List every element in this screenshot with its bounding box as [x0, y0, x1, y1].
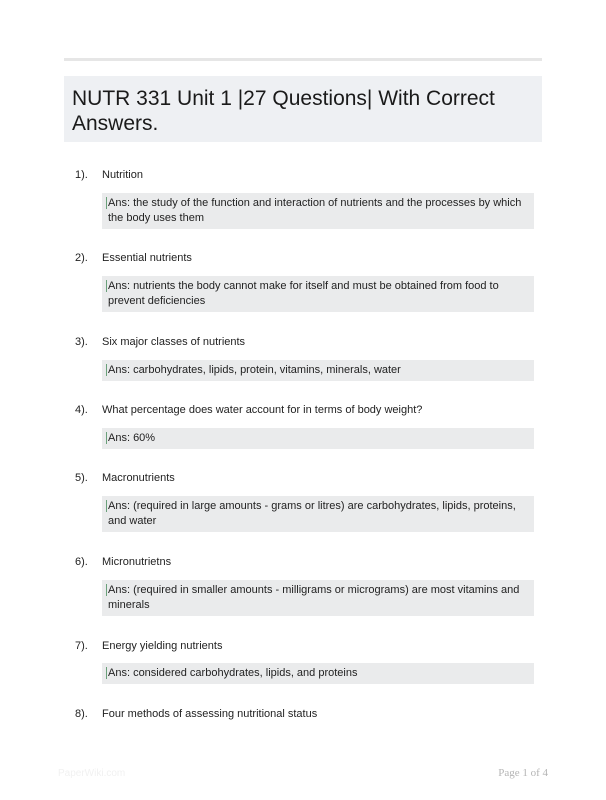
answer-text: Ans: nutrients the body cannot make for itself and must be obtained from food to prevent deficiencies	[108, 280, 499, 307]
document-title: NUTR 331 Unit 1 |27 Questions| With Correct Answers.	[72, 87, 495, 135]
answer-box	[102, 496, 534, 532]
answer-text: Ans: the study of the function and interaction of nutrients and the processes by which the body uses them	[108, 197, 522, 224]
answer-text: Ans: (required in smaller amounts - milligrams or micrograms) are most vitamins and minerals	[108, 584, 520, 611]
question-number: 5).	[75, 472, 88, 484]
question-text: Nutrition	[102, 169, 143, 181]
question-number: 6).	[75, 556, 88, 568]
question-text: Energy yielding nutrients	[102, 640, 223, 652]
question-text: Macronutrients	[102, 472, 175, 484]
answer-box	[102, 580, 534, 616]
question-text: What percentage does water account for in terms of body weight?	[102, 404, 423, 416]
answer-text: Ans: 60%	[108, 432, 156, 444]
question-number: 8).	[75, 708, 88, 720]
question-number: 2).	[75, 252, 88, 264]
title-banner	[64, 76, 542, 142]
page-indicator: Page 1 of 4	[498, 767, 548, 779]
question-number: 1).	[75, 169, 88, 181]
question-text: Micronutrietns	[102, 556, 172, 568]
answer-marker	[106, 500, 107, 512]
answer-box	[102, 276, 534, 312]
question-number: 4).	[75, 404, 88, 416]
footer-watermark: PaperWiki.com	[58, 768, 126, 779]
answer-box	[102, 428, 534, 449]
question-text: Four methods of assessing nutritional status	[102, 708, 318, 720]
answer-text: Ans: considered carbohydrates, lipids, and proteins	[108, 667, 358, 679]
answer-box	[102, 193, 534, 229]
question-number: 7).	[75, 640, 88, 652]
answer-marker	[106, 280, 107, 292]
question-text: Six major classes of nutrients	[102, 336, 246, 348]
answer-marker	[106, 584, 107, 596]
answer-marker	[106, 197, 107, 209]
answer-box	[102, 663, 534, 684]
answer-text: Ans: carbohydrates, lipids, protein, vitamins, minerals, water	[108, 364, 401, 376]
answer-text: Ans: (required in large amounts - grams or litres) are carbohydrates, lipids, proteins, and water	[108, 500, 516, 527]
answer-marker	[106, 364, 107, 376]
answer-box	[102, 360, 534, 381]
answer-marker	[106, 667, 107, 679]
question-text: Essential nutrients	[102, 252, 192, 264]
top-divider	[64, 58, 542, 61]
question-number: 3).	[75, 336, 88, 348]
answer-marker	[106, 432, 107, 444]
